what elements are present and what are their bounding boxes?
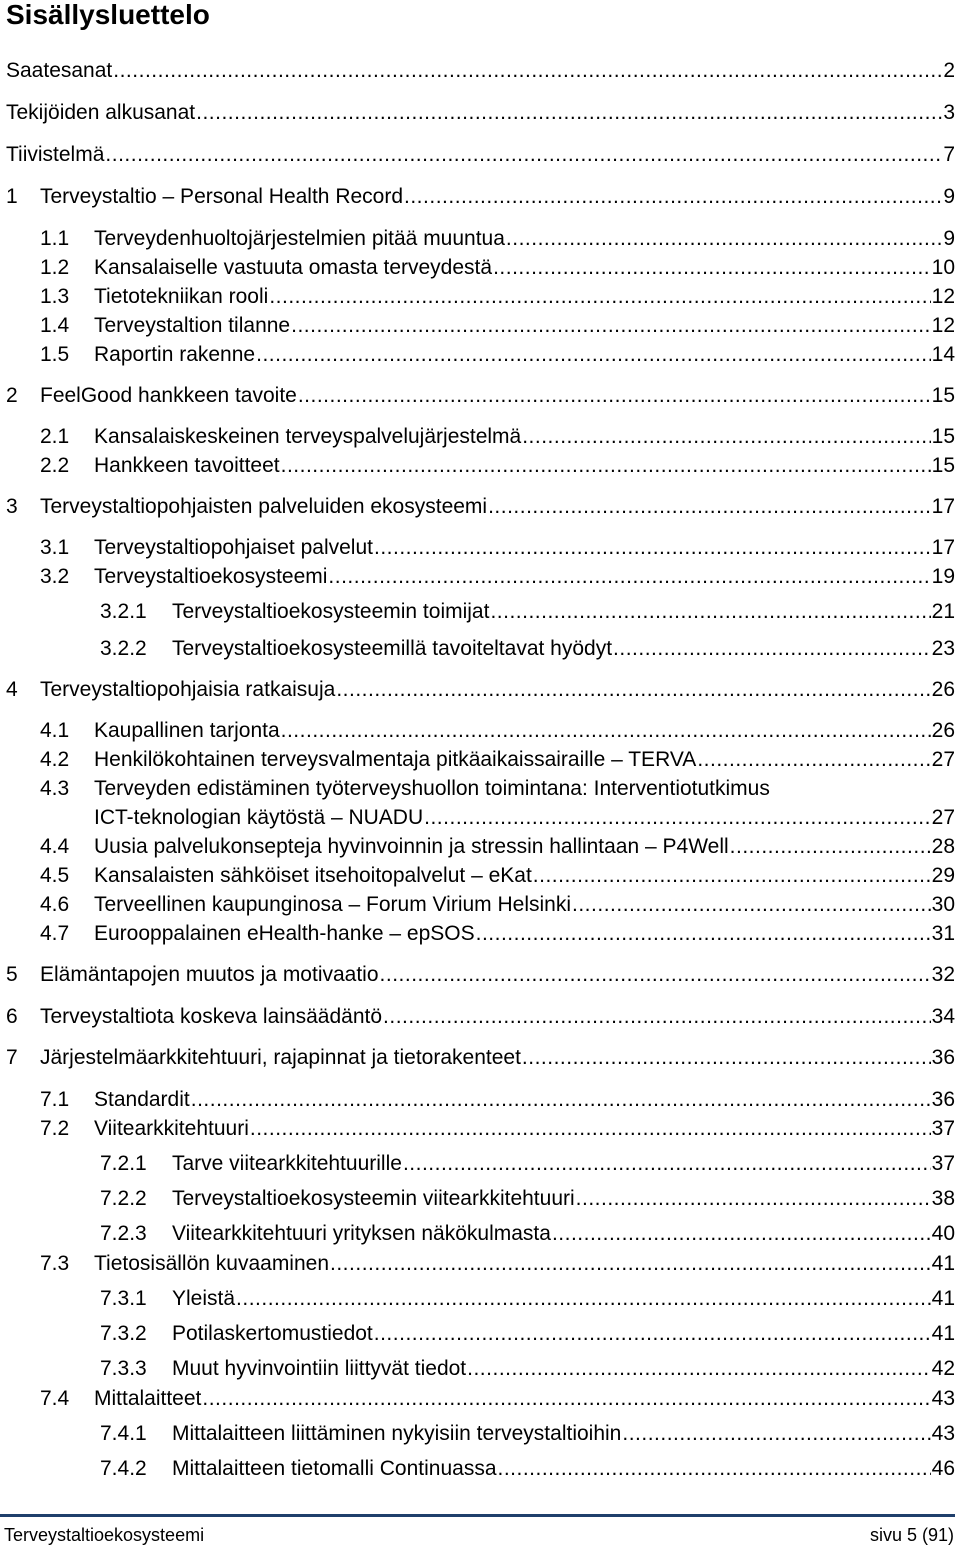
toc-dot-leader [493,255,931,281]
toc-entry[interactable] [0,313,955,339]
toc-entry-number: 7.4 [40,1387,70,1410]
toc-dot-leader [522,1045,931,1071]
toc-entry[interactable] [0,1321,955,1347]
toc-entry[interactable] [0,284,955,310]
toc-dot-leader [250,1116,931,1142]
toc-entry[interactable] [0,494,955,520]
toc-entry-title: Terveystaltioekosysteemi [94,565,328,588]
toc-dot-leader [622,1421,930,1447]
toc-entry[interactable] [0,1251,955,1277]
toc-dot-leader [467,1356,931,1382]
toc-entry[interactable] [0,599,955,625]
toc-entry-page: 23 [931,637,955,660]
toc-entry-title: Yleistä [172,1287,236,1310]
toc-entry-number: 7.2 [40,1117,70,1140]
toc-entry-page: 34 [931,1005,955,1028]
toc-entry-number: 4.7 [40,922,70,945]
toc-dot-leader [328,564,930,590]
toc-entry[interactable] [0,1151,955,1177]
toc-entry[interactable] [0,1386,955,1412]
toc-entry[interactable] [0,747,955,773]
toc-entry-title: Terveystaltiopohjaisten palveluiden ekosysteemi [40,495,488,518]
toc-dot-leader [256,342,931,368]
toc-entry-title: Eurooppalainen eHealth-hanke – epSOS [94,922,475,945]
toc-entry-page: 38 [931,1187,955,1210]
toc-dot-leader [506,226,942,252]
toc-entry-number: 4.4 [40,835,70,858]
toc-entry-page: 27 [931,748,955,771]
toc-dot-leader [380,962,931,988]
toc-dot-leader [490,599,930,625]
toc-entry[interactable] [0,342,955,368]
toc-entry-page: 41 [931,1252,955,1275]
toc-entry[interactable] [0,564,955,590]
toc-dot-leader [552,1221,931,1247]
toc-entry-number: 4.6 [40,893,70,916]
toc-entry-number: 3 [6,495,18,518]
toc-dot-leader [488,494,931,520]
toc-entry-page: 36 [931,1046,955,1069]
toc-entry-number: 3.2 [40,565,70,588]
toc-entry-page: 29 [931,864,955,887]
toc-entry-page: 21 [931,600,955,623]
toc-entry-title: Mittalaitteen liittäminen nykyisiin terveystaltioihin [172,1422,622,1445]
toc-dot-leader [281,453,931,479]
toc-entry-title: Terveellinen kaupunginosa – Forum Virium Helsinki [94,893,572,916]
toc-entry-text-line: Terveyden edistäminen työterveyshuollon toimintana: Interventiotutkimus [94,777,770,800]
toc-entry-number: 4.3 [40,777,70,800]
toc-entry-title: Terveystaltioekosysteemillä tavoiteltavat hyödyt [172,637,613,660]
toc-entry-page: 3 [943,101,955,124]
toc-dot-leader [522,424,930,450]
toc-entry[interactable] [0,453,955,479]
toc-entry-number: 4.1 [40,719,70,742]
toc-entry[interactable] [0,805,955,831]
toc-dot-leader [281,718,931,744]
toc-entry-title: Tarve viitearkkitehtuurille [172,1152,402,1175]
toc-entry-number: 4.5 [40,864,70,887]
toc-entry-page: 41 [931,1322,955,1345]
toc-entry-title: Muut hyvinvointiin liittyvät tiedot [172,1357,467,1380]
toc-entry-page: 31 [931,922,955,945]
toc-entry-number: 1.3 [40,285,70,308]
toc-entry[interactable] [0,1004,955,1030]
toc-dot-leader [404,184,942,210]
toc-entry[interactable] [0,1087,955,1113]
toc-entry-number: 7.3 [40,1252,70,1275]
toc-entry[interactable] [0,142,955,168]
toc-entry-number: 1.2 [40,256,70,279]
toc-entry[interactable] [0,962,955,988]
toc-entry-number: 7 [6,1046,18,1069]
toc-entry-title: Henkilökohtainen terveysvalmentaja pitkäaikaissairaille – TERVA [94,748,697,771]
toc-entry[interactable] [0,1421,955,1447]
toc-dot-leader [105,142,942,168]
toc-entry-title: Kansalaisten sähköiset itsehoitopalvelut – eKat [94,864,532,887]
toc-entry-title: Kaupallinen tarjonta [94,719,280,742]
toc-entry-number: 7.3.3 [100,1357,147,1380]
toc-entry-title: Terveystaltio – Personal Health Record [40,185,404,208]
toc-entry-number: 7.3.1 [100,1287,147,1310]
toc-dot-leader [269,284,930,310]
toc-entry-page: 26 [931,719,955,742]
toc-entry-page: 17 [931,495,955,518]
toc-entry[interactable] [0,834,955,860]
toc-entry-title: Elämäntapojen muutos ja motivaatio [40,963,379,986]
toc-entry-page: 15 [931,425,955,448]
toc-entry-title: Terveydenhuoltojärjestelmien pitää muuntua [94,227,505,250]
toc-entry-page: 26 [931,678,955,701]
toc-dot-leader [291,313,931,339]
toc-entry-title: Tekijöiden alkusanat [6,101,196,124]
footer-document-title: Terveystaltioekosysteemi [4,1525,205,1545]
toc-entry-page: 12 [931,314,955,337]
toc-entry[interactable] [0,892,955,918]
toc-entry-number: 7.2.3 [100,1222,147,1245]
toc-dot-leader [298,383,931,409]
toc-entry-page: 30 [931,893,955,916]
toc-entry-page: 46 [931,1457,955,1480]
toc-entry-number: 2 [6,384,18,407]
toc-entry-title: Terveystaltiopohjaiset palvelut [94,536,373,559]
toc-entry-page: 36 [931,1088,955,1111]
toc-entry-page: 9 [943,227,955,250]
toc-entry-number: 7.4.2 [100,1457,147,1480]
toc-entry-title: Terveystaltion tilanne [94,314,291,337]
toc-entry-number: 7.4.1 [100,1422,147,1445]
toc-entry[interactable] [0,535,955,561]
toc-entry-title: Tietotekniikan rooli [94,285,269,308]
toc-dot-leader [374,1321,931,1347]
toc-entry-title: FeelGood hankkeen tavoite [40,384,297,407]
toc-entry-page: 14 [931,343,955,366]
toc-entry[interactable] [0,424,955,450]
toc-entry[interactable] [0,1356,955,1382]
toc-entry-title: Uusia palvelukonsepteja hyvinvoinnin ja stressin hallintaan – P4Well [94,835,729,858]
toc-entry-number: 1.1 [40,227,70,250]
toc-dot-leader [196,100,942,126]
toc-entry-page: 17 [931,536,955,559]
toc-dot-leader [330,1251,931,1277]
toc-entry-title: Potilaskertomustiedot [172,1322,373,1345]
toc-entry-title: Kansalaiskeskeinen terveyspalvelujärjestelmä [94,425,522,448]
toc-dot-leader [374,535,931,561]
page-title: Sisällysluettelo [6,0,210,30]
toc-entry-title: Raportin rakenne [94,343,256,366]
toc-entry-number: 2.1 [40,425,70,448]
toc-entry[interactable] [0,1116,955,1142]
toc-dot-leader [613,636,931,662]
toc-entry-number: 3.2.2 [100,637,147,660]
footer-divider [0,1514,955,1517]
toc-entry[interactable] [0,1286,955,1312]
toc-entry-number: 3.1 [40,536,70,559]
toc-entry[interactable] [0,921,955,947]
toc-entry-page: 40 [931,1222,955,1245]
toc-dot-leader [191,1087,931,1113]
toc-entry-number: 4 [6,678,18,701]
toc-dot-leader [383,1004,931,1030]
toc-dot-leader [336,677,930,703]
toc-entry-number: 1.5 [40,343,70,366]
toc-entry[interactable] [0,1045,955,1071]
toc-entry-title: Viitearkkitehtuuri yrityksen näkökulmasta [172,1222,551,1245]
toc-dot-leader [202,1386,930,1412]
toc-entry-page: 9 [943,185,955,208]
toc-entry-page: 27 [931,806,955,829]
toc-entry-page: 12 [931,285,955,308]
toc-entry-number: 3.2.1 [100,600,147,623]
toc-entry[interactable] [0,58,955,84]
toc-entry-number: 7.1 [40,1088,70,1111]
toc-entry-number: 6 [6,1005,18,1028]
toc-entry[interactable] [0,636,955,662]
toc-entry[interactable] [0,1221,955,1247]
toc-entry-page: 43 [931,1387,955,1410]
toc-entry-title: Terveystaltiota koskeva lainsäädäntö [40,1005,383,1028]
toc-entry-title: Tietosisällön kuvaaminen [94,1252,330,1275]
toc-entry-number: 2.2 [40,454,70,477]
toc-entry-title: Terveystaltioekosysteemin toimijat [172,600,490,623]
toc-entry-page: 37 [931,1152,955,1175]
toc-entry-number: 7.3.2 [100,1322,147,1345]
toc-entry-title: Järjestelmäarkkitehtuuri, rajapinnat ja tietorakenteet [40,1046,521,1069]
toc-entry-page: 10 [931,256,955,279]
toc-entry-page: 15 [931,384,955,407]
toc-entry-title: ICT-teknologian käytöstä – NUADU [94,806,424,829]
toc-entry-page: 37 [931,1117,955,1140]
footer-page-number: sivu 5 (91) [869,1525,954,1545]
toc-entry[interactable] [0,226,955,252]
toc-entry-number: 5 [6,963,18,986]
toc-entry[interactable] [0,255,955,281]
toc-entry[interactable] [0,718,955,744]
toc-entry-title: Saatesanat [6,59,113,82]
toc-entry-page: 43 [931,1422,955,1445]
toc-entry-page: 32 [931,963,955,986]
toc-entry-number: 7.2.1 [100,1152,147,1175]
toc-entry-title: Kansalaiselle vastuuta omasta terveydestä [94,256,493,279]
toc-entry-number: 1.4 [40,314,70,337]
toc-dot-leader [730,834,931,860]
toc-dot-leader [236,1286,931,1312]
toc-entry[interactable] [0,677,955,703]
toc-entry-page: 7 [943,143,955,166]
toc-entry-title: Terveystaltioekosysteemin viitearkkitehtuuri [172,1187,575,1210]
toc-dot-leader [424,805,931,831]
toc-entry-title: Standardit [94,1088,190,1111]
toc-entry-page: 19 [931,565,955,588]
toc-dot-leader [533,863,931,889]
toc-entry[interactable] [0,863,955,889]
toc-dot-leader [498,1456,931,1482]
toc-dot-leader [697,747,930,773]
toc-entry-title: Mittalaitteet [94,1387,202,1410]
toc-entry-title: Tiivistelmä [6,143,105,166]
toc-entry-page: 42 [931,1357,955,1380]
toc-dot-leader [572,892,931,918]
toc-entry[interactable] [0,1186,955,1212]
toc-entry[interactable] [0,184,955,210]
toc-entry-title: Viitearkkitehtuuri [94,1117,249,1140]
toc-entry-number: 4.2 [40,748,70,771]
toc-entry-page: 15 [931,454,955,477]
toc-entry[interactable] [0,383,955,409]
toc-entry-title: Terveystaltiopohjaisia ratkaisuja [40,678,336,701]
toc-dot-leader [476,921,931,947]
toc-entry-page: 2 [943,59,955,82]
toc-entry[interactable] [0,1456,955,1482]
toc-entry-page: 28 [931,835,955,858]
toc-entry-number: 7.2.2 [100,1187,147,1210]
toc-dot-leader [113,58,942,84]
toc-entry[interactable] [0,100,955,126]
toc-entry-title: Hankkeen tavoitteet [94,454,280,477]
toc-entry-page: 41 [931,1287,955,1310]
toc-dot-leader [576,1186,931,1212]
toc-entry-title: Mittalaitteen tietomalli Continuassa [172,1457,497,1480]
toc-dot-leader [403,1151,931,1177]
toc-entry-number: 1 [6,185,18,208]
